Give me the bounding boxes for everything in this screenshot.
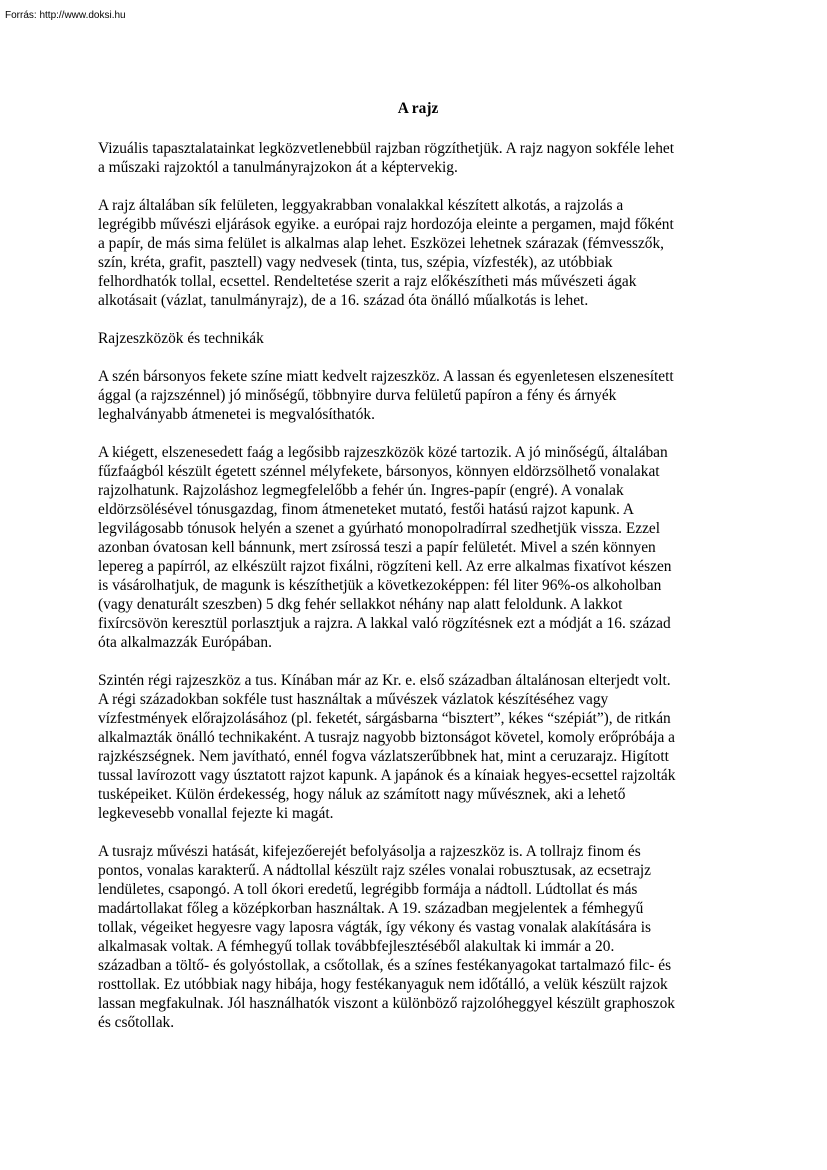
text-line: alkotásait (vázlat, tanulmányrajz), de a 16. század óta önálló műalkotás is lehet.: [98, 292, 589, 309]
text-line: szín, kréta, grafit, pasztell) vagy nedvesek (tinta, tus, szépia, vízfesték), az utóbbiak: [98, 254, 613, 271]
text-line: madártollakat főleg a középkorban használtak. A 19. században megjelentek a fémhegyű: [98, 900, 644, 917]
text-line: is vásárolhatjuk, de magunk is készíthetjük a következoképpen: fél liter 96%-os alkoholban: [98, 577, 662, 594]
text-line: felhordhatók tollal, ecsettel. Rendeltetése szerit a rajz előkészítheti más művészeti ágak: [98, 273, 637, 290]
text-line: rajzolhatunk. Rajzoláshoz legmegfelelőbb a fehér ún. Ingres-papír (engré). A vonalak: [98, 482, 624, 499]
paragraph: [98, 139, 738, 177]
text-line: században a töltő- és golyóstollak, a csőtollak, és a színes festékanyagokat tartalmazó filc- és: [98, 957, 672, 974]
text-line: tollak, végeiket hegyesre vagy laposra vágták, így vékony és vastag vonalak alakítására is: [98, 919, 652, 936]
text-line: és csőtollak.: [98, 1014, 175, 1031]
text-line: A szén bársonyos fekete színe miatt kedvelt rajzeszköz. A lassan és egyenletesen elszenesített: [98, 368, 674, 385]
text-line: Rajzeszközök és technikák: [98, 330, 264, 347]
text-line: Vizuális tapasztalatainkat legközvetlenebbül rajzban rögzíthetjük. A rajz nagyon sokféle lehet: [98, 140, 675, 157]
text-line: fűzfaágból készült égetett szénnel mélyfekete, bársonyos, könnyen eldörzsölhető vonalakat: [98, 463, 660, 480]
text-line: A tusrajz művészi hatását, kifejezőerejét befolyásolja a rajzeszköz is. A tollrajz finom és: [98, 843, 641, 860]
text-line: legvilágosabb tónusok helyén a szenet a gyúrható monopolradírral szedhetjük vissza. Ezzel: [98, 520, 661, 537]
text-line: óta alkalmazzák Európában.: [98, 634, 272, 651]
paragraph: [98, 671, 738, 823]
text-line: a papír, de más sima felület is alkalmas alap lehet. Eszközei lehetnek szárazak (fémvesszők,: [98, 235, 665, 252]
text-line: legrégibb művészi eljárások egyike. a európai rajz hordozója eleinte a pergamen, majd főként: [98, 216, 674, 233]
text-line: Szintén régi rajzeszköz a tus. Kínában már az Kr. e. első században általánosan elterjedt volt.: [98, 672, 671, 689]
document-title: A rajz: [397, 100, 439, 117]
text-line: tussal lavírozott vagy úsztatott rajzot kapunk. A japánok és a kínaiak hegyes-ecsettel rajzolták: [98, 767, 676, 784]
text-line: alkalmasak voltak. A fémhegyű tollak továbbfejlesztéséből alakultak ki immár a 20.: [98, 938, 615, 955]
text-line: vízfestmények előrajzolásához (pl. feketét, sárgásbarna “bisztert”, kékes “szépiát”), de ritkán: [98, 710, 671, 727]
text-line: ággal (a rajzszénnel) jó minőségű, többnyire durva felületű papíron a fény és árnyék: [98, 387, 617, 404]
text-line: pontos, vonalas karakterű. A nádtollal készült rajz széles vonalai robusztusak, az ecsetrajz: [98, 862, 652, 879]
text-line: A kiégett, elszenesedett faág a legősibb rajzeszközök közé tartozik. A jó minőségű, általában: [98, 444, 668, 461]
paragraph: [98, 367, 738, 424]
text-line: (vagy denaturált szeszben) 5 dkg fehér sellakkot néhány nap alatt feloldunk. A lakkot: [98, 596, 623, 613]
text-line: rosttollak. Ez utóbbiak nagy hibája, hogy festékanyaguk nem időtálló, a velük készült rajzok: [98, 976, 668, 993]
text-line: lassan megfakulnak. Jól használhatók viszont a különböző rajzolóheggyel készült graphoszok: [98, 995, 675, 1012]
text-line: rajzkészségnek. Nem javítható, ennél fogva vázlatszerűbbnek hat, mint a ceruzarajz. Higított: [98, 748, 669, 765]
text-line: A régi századokban sokféle tust használtak a művészek vázlatok készítéséhez vagy: [98, 691, 609, 708]
source-label: Forrás: http://www.doksi.hu: [5, 10, 126, 21]
section-heading: [98, 329, 738, 348]
text-line: tusképeiket. Külön érdekesség, hogy náluk az számított nagy művésznek, aki a lehető: [98, 786, 626, 803]
paragraph: [98, 443, 738, 652]
text-line: leghalványabb átmenetei is megvalósíthatók.: [98, 406, 375, 423]
paragraph-list: [98, 139, 738, 1032]
text-line: alkalmazták önálló technikaként. A tusrajz nagyobb biztonságot követel, komoly erőpróbája a: [98, 729, 675, 746]
paragraph: [98, 196, 738, 310]
text-line: lendületes, csapongó. A toll ókori eredetű, legrégibb formája a nádtoll. Lúdtollat és más: [98, 881, 638, 898]
text-line: fixírcsövön keresztül porlasztjuk a rajzra. A lakkal való rögzítésnek ezt a módját a 16. század: [98, 615, 671, 632]
text-line: lepereg a papírról, az elkészült rajzot fixálni, rögzíteni kell. Az erre alkalmas fixatívot készen: [98, 558, 672, 575]
document-body: [98, 98, 738, 1051]
text-line: legkevesebb vonallal fejezte ki magát.: [98, 805, 334, 822]
paragraph: [98, 842, 738, 1032]
text-line: a műszaki rajzoktól a tanulmányrajzokon át a képtervekig.: [98, 159, 458, 176]
text-line: A rajz általában sík felületen, leggyakrabban vonalakkal készített alkotás, a rajzolás a: [98, 197, 624, 214]
text-line: azonban óvatosan kell bánnunk, mert zsírossá teszi a papír felületét. Mivel a szén könnyen: [98, 539, 656, 556]
text-line: eldörzsölésével tónusgazdag, finom átmeneteket mutató, festői hatású rajzot kapunk. A: [98, 501, 634, 518]
